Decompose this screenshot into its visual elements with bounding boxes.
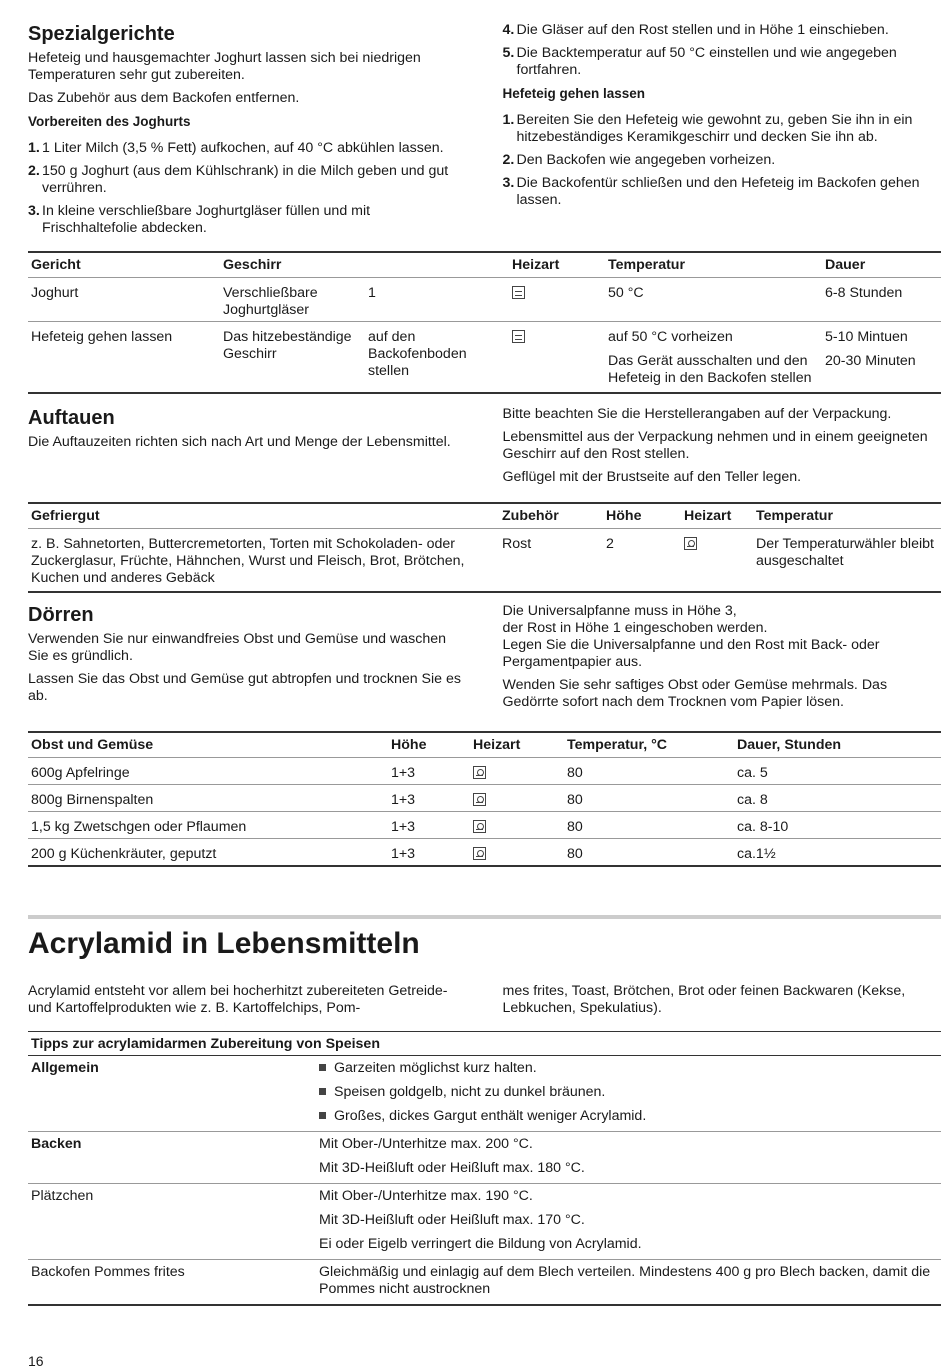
bottom-heat-icon <box>512 330 525 343</box>
special-table <box>28 251 941 394</box>
acryl-tips-table <box>28 1031 941 1306</box>
defrost-icon <box>684 537 697 550</box>
table-header: Zubehör <box>499 503 603 529</box>
table-row: 800g Birnenspalten 1+3 80 ca. 8 <box>28 785 941 812</box>
3d-hot-air-icon <box>473 793 486 806</box>
dough-heading: Hefeteig gehen lassen <box>502 86 646 101</box>
list-item: 1. Bereiten Sie den Hefeteig wie gewohnt zu, geben Sie ihn in ein hitzebeständiges Keramikgeschirr und decken Sie ihn ab. <box>502 112 913 145</box>
table-header: Heizart <box>681 503 753 529</box>
table-row: 600g Apfelringe 1+3 80 ca. 5 <box>28 758 941 785</box>
table-header: Temperatur <box>605 252 822 278</box>
special-remove: Das Zubehör aus dem Backofen entfernen. <box>28 90 300 106</box>
table-row: Backen Mit Ober-/Unterhitze max. 200 °C. Mit 3D-Heißluft oder Heißluft max. 180 °C. <box>28 1132 941 1184</box>
table-row: Allgemein Garzeiten möglichst kurz halten. Speisen goldgelb, nicht zu dunkel bräunen. Großes, dickes Gargut enthält weniger Acrylamid. <box>28 1056 941 1132</box>
bottom-heat-icon <box>512 286 525 299</box>
table-header <box>365 252 509 278</box>
table-row: Joghurt Verschließbare Joghurtgläser 1 50 °C 6-8 Stunden <box>28 278 941 322</box>
dry-table <box>28 731 941 867</box>
3d-hot-air-icon <box>473 847 486 860</box>
list-item: 5. Die Backtemperatur auf 50 °C einstellen und wie angegeben fortfahren. <box>502 45 897 78</box>
table-header: Höhe <box>388 732 470 758</box>
list-item: 4. Die Gläser auf den Rost stellen und in Höhe 1 einschieben. <box>502 22 889 38</box>
table-header: Dauer, Stunden <box>734 732 941 758</box>
table-header: Gefriergut <box>28 503 499 529</box>
table-header: Temperatur, °C <box>564 732 734 758</box>
3d-hot-air-icon <box>473 766 486 779</box>
table-row: z. B. Sahnetorten, Buttercremetorten, Torten mit Schokoladen- oder Zuckerglasur, Früchte, Hähnchen, Wurst und Fleisch, Brot, Brötchen, Kuchen und anderes Gebäck Rost 2 Der Temperaturwähler bleibt ausgeschaltet <box>31 536 934 586</box>
table-header: Gericht <box>28 252 220 278</box>
table-row: Plätzchen Mit Ober-/Unterhitze max. 190 °C. Mit 3D-Heißluft oder Heißluft max. 170 °C. Ei oder Eigelb verringert die Bildung von Acrylamid. <box>28 1184 941 1260</box>
table-header: Geschirr <box>220 252 365 278</box>
page-number: 16 <box>28 1353 44 1368</box>
yogurt-steps-2 <box>503 22 942 79</box>
acryl-title: Acrylamid in Lebensmitteln <box>28 915 941 961</box>
table-header: Heizart <box>509 252 605 278</box>
thaw-table <box>28 502 941 593</box>
list-item: 1. 1 Liter Milch (3,5 % Fett) aufkochen, auf 40 °C abkühlen lassen. <box>28 140 444 156</box>
special-section <box>28 22 941 243</box>
yogurt-steps-1 <box>28 140 467 237</box>
acryl-intro: Acrylamid entsteht vor allem bei hocherhitzt zubereiteten Getreide- und Kartoffelprodukten wie z. B. Kartoffelchips, Pom- mes frites, Toast, Brötchen, Brot oder feinen Backwaren (Kekse, Lebkuchen, Spekulatius). <box>28 983 906 1016</box>
list-item: 2. 150 g Joghurt (aus dem Kühlschrank) in die Milch geben und gut verrühren. <box>28 163 449 196</box>
table-header: Tipps zur acrylamidarmen Zubereitung von Speisen <box>28 1032 941 1056</box>
special-intro: Hefeteig und hausgemachter Joghurt lassen sich bei niedrigen Temperaturen sehr gut zubereiten. <box>28 50 421 83</box>
thaw-section: Auftauen Die Auftauzeiten richten sich nach Art und Menge der Lebensmittel. Bitte beachten Sie die Herstellerangaben auf der Verpackung. Lebensmittel aus der Verpackung nehmen und in einem geeigneten Geschirr auf den Rost stellen. Geflügel mit der Brustseite auf den Teller legen. <box>28 406 928 485</box>
dry-title: Dörren <box>28 604 94 626</box>
table-header: Heizart <box>470 732 564 758</box>
table-header: Dauer <box>822 252 941 278</box>
table-header: Obst und Gemüse <box>28 732 388 758</box>
bullet-icon <box>319 1088 326 1095</box>
table-row: 1,5 kg Zwetschgen oder Pflaumen 1+3 80 ca. 8-10 <box>28 812 941 839</box>
thaw-title: Auftauen <box>28 407 115 429</box>
table-row: 200 g Küchenkräuter, geputzt 1+3 80 ca.1½ <box>31 846 776 862</box>
table-row: Hefeteig gehen lassen Das hitzebeständige Geschirr auf den Backofenboden stellen auf 50 °C vorheizen Das Gerät ausschalten und den Hefeteig in den Backofen stellen 5-10 Mintuen 20-30 Minuten <box>31 329 916 386</box>
bullet-icon <box>319 1064 326 1071</box>
dough-steps <box>503 112 942 209</box>
table-header: Höhe <box>603 503 681 529</box>
list-item: 2. Den Backofen wie angegeben vorheizen. <box>502 152 776 168</box>
list-item: 3. In kleine verschließbare Joghurtgläser füllen und mit Frischhaltefolie abdecken. <box>28 203 371 236</box>
list-item: 3. Die Backofentür schließen und den Hefeteig im Backofen gehen lassen. <box>502 175 920 208</box>
table-row: Backofen Pommes frites Gleichmäßig und einlagig auf dem Blech verteilen. Mindestens 400 g pro Blech backen, damit die Pommes nicht austrocknen <box>31 1264 931 1297</box>
table-header: Temperatur <box>753 503 941 529</box>
3d-hot-air-icon <box>473 820 486 833</box>
yogurt-heading: Vorbereiten des Joghurts <box>28 114 191 129</box>
dry-section: Dörren Verwenden Sie nur einwandfreies Obst und Gemüse und waschen Sie es gründlich. Lassen Sie das Obst und Gemüse gut abtropfen und trocknen Sie es ab. Die Universalpfanne muss in Höhe 3, der Rost in Höhe 1 eingeschoben werden. Legen Sie die Universalpfanne und den Rost mit Back- oder Pergamentpapier aus. Wenden Sie sehr saftiges Obst oder Gemüse mehrmals. Das Gedörrte sofort nach dem Trocknen vom Papier lösen. <box>28 603 888 710</box>
special-title: Spezialgerichte <box>28 23 175 45</box>
bullet-icon <box>319 1112 326 1119</box>
page <box>28 22 941 1306</box>
